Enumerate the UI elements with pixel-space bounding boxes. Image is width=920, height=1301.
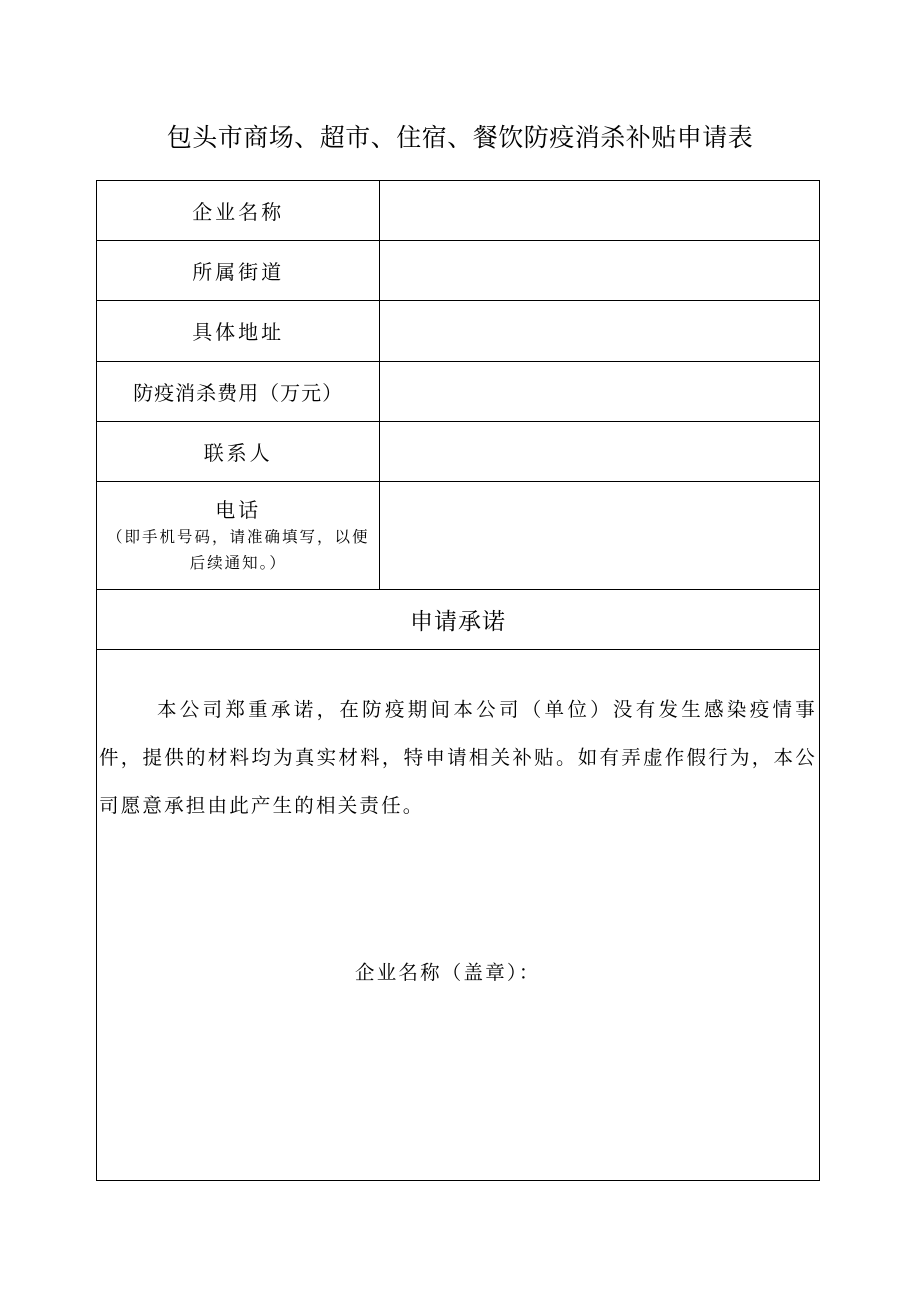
application-form-table: [96, 180, 820, 1181]
address-field[interactable]: [380, 301, 820, 361]
phone-field[interactable]: [380, 481, 820, 589]
seal-label: 企业名称（盖章）：: [355, 961, 541, 985]
pledge-text: 本公司郑重承诺，在防疫期间本公司（单位）没有发生感染疫情事件，提供的材料均为真实材料，特申请相关补贴。如有弄虚作假行为，本公司愿意承担由此产生的相关责任。: [99, 698, 817, 818]
page-title: 包头市商场、超市、住宿、餐饮防疫消杀补贴申请表: [166, 123, 754, 152]
form-row-disinfection-cost: [97, 361, 820, 421]
form-row-street: [97, 241, 820, 301]
form-row-company-name: [97, 181, 820, 241]
form-row-contact: [97, 421, 820, 481]
phone-label-cell: [97, 481, 380, 589]
form-row-pledge-heading: [97, 590, 820, 650]
company-name-field[interactable]: [380, 181, 820, 241]
pledge-body: [97, 650, 820, 1181]
phone-note: （即手机号码，请准确填写，以便后续通知。）: [106, 527, 370, 572]
contact-field[interactable]: [380, 421, 820, 481]
address-label: 具体地址: [97, 301, 380, 361]
form-row-phone: [97, 481, 820, 589]
phone-label: 电话: [215, 497, 262, 522]
pledge-heading: 申请承诺: [97, 590, 820, 650]
disinfection-cost-label: 防疫消杀费用（万元）: [97, 361, 380, 421]
form-row-pledge-body: [97, 650, 820, 1181]
street-field[interactable]: [380, 241, 820, 301]
disinfection-cost-field[interactable]: [380, 361, 820, 421]
street-label: 所属街道: [97, 241, 380, 301]
contact-label: 联系人: [97, 421, 380, 481]
form-row-address: [97, 301, 820, 361]
company-name-label: 企业名称: [97, 181, 380, 241]
